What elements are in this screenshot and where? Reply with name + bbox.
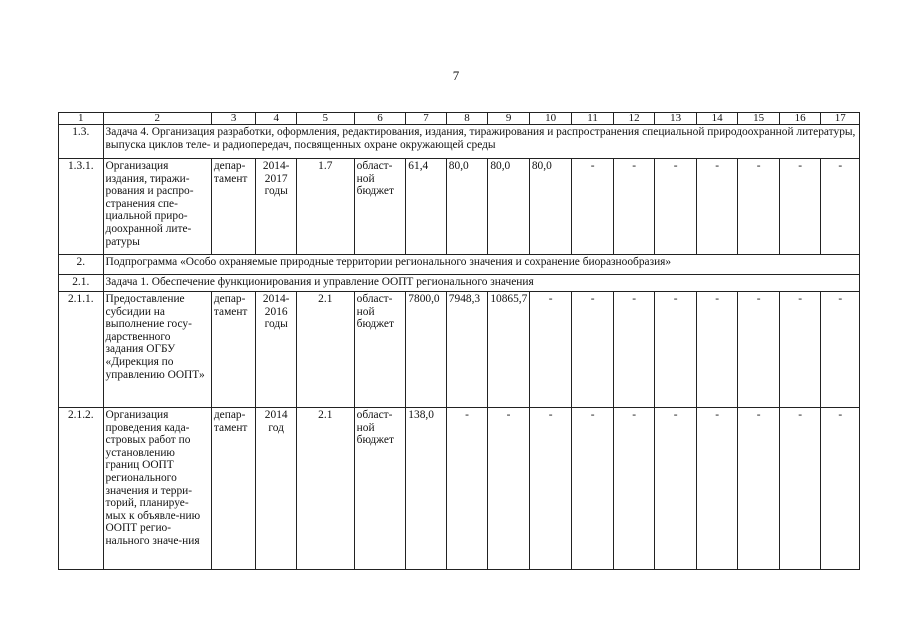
value-cell: - (779, 292, 821, 408)
value-cell: - (696, 159, 738, 255)
row-number: 2.1.2. (59, 408, 104, 570)
header-cell: 5 (296, 113, 354, 125)
value-cell: 7800,0 (406, 292, 447, 408)
task-heading: Задача 1. Обеспечение функционирования и управление ООПТ регионального значения (103, 275, 859, 292)
table-row (59, 408, 860, 570)
value-cell: - (655, 292, 697, 408)
activity-name: Предоставление субсидии на выполнение госу-дарственного задания ОГБУ «Дирекция по управлению ООПТ» (103, 292, 211, 408)
value-cell: - (821, 159, 860, 255)
funding-source: област-ной бюджет (354, 408, 406, 570)
table-row (59, 255, 860, 275)
funding-source: област-ной бюджет (354, 292, 406, 408)
table-row (59, 275, 860, 292)
value-cell: - (572, 159, 614, 255)
value-cell: - (738, 292, 780, 408)
value-cell: 7948,3 (446, 292, 488, 408)
target-indicator: 2.1 (296, 292, 354, 408)
period: 2014-2017 годы (256, 159, 297, 255)
header-cell: 13 (655, 113, 697, 125)
value-cell: 10865,7 (488, 292, 530, 408)
value-cell: 138,0 (406, 408, 447, 570)
row-number: 2.1. (59, 275, 104, 292)
value-cell: 80,0 (488, 159, 530, 255)
table-row (59, 292, 860, 408)
header-cell: 4 (256, 113, 297, 125)
executor: депар-тамент (211, 292, 256, 408)
value-cell: - (696, 408, 738, 570)
value-cell: - (696, 292, 738, 408)
value-cell: - (821, 292, 860, 408)
value-cell: - (613, 292, 655, 408)
header-cell: 10 (529, 113, 572, 125)
value-cell: - (613, 408, 655, 570)
value-cell: - (738, 408, 780, 570)
header-cell: 9 (488, 113, 530, 125)
value-cell: - (529, 408, 572, 570)
header-cell: 7 (406, 113, 447, 125)
value-cell: - (655, 159, 697, 255)
executor: депар-тамент (211, 159, 256, 255)
value-cell: - (488, 408, 530, 570)
activity-name: Организация проведения када-стровых работ по установлению границ ООПТ регионального значения и терри-торий, планируе-мых к объявле-нию ООПТ регио-нального значе-ния (103, 408, 211, 570)
header-cell: 6 (354, 113, 406, 125)
header-cell: 1 (59, 113, 104, 125)
header-cell: 14 (696, 113, 738, 125)
header-cell: 17 (821, 113, 860, 125)
program-table (58, 112, 860, 570)
value-cell: - (446, 408, 488, 570)
header-cell: 11 (572, 113, 614, 125)
table-row (59, 125, 860, 159)
header-cell: 3 (211, 113, 256, 125)
header-cell: 15 (738, 113, 780, 125)
value-cell: - (613, 159, 655, 255)
table-row (59, 159, 860, 255)
row-number: 1.3.1. (59, 159, 104, 255)
value-cell: - (779, 159, 821, 255)
page-number: 7 (452, 68, 460, 83)
value-cell: - (738, 159, 780, 255)
value-cell: - (572, 292, 614, 408)
row-number: 2. (59, 255, 104, 275)
row-number: 1.3. (59, 125, 104, 159)
period: 2014-2016 годы (256, 292, 297, 408)
header-cell: 16 (779, 113, 821, 125)
period: 2014 год (256, 408, 297, 570)
value-cell: - (655, 408, 697, 570)
header-cell: 2 (103, 113, 211, 125)
value-cell: - (529, 292, 572, 408)
subprogram-heading: Подпрограмма «Особо охраняемые природные территории регионального значения и сохранение биоразнообразия» (103, 255, 859, 275)
target-indicator: 2.1 (296, 408, 354, 570)
header-cell: 12 (613, 113, 655, 125)
funding-source: област-ной бюджет (354, 159, 406, 255)
value-cell: - (821, 408, 860, 570)
executor: депар-тамент (211, 408, 256, 570)
value-cell: - (572, 408, 614, 570)
value-cell: 61,4 (406, 159, 447, 255)
target-indicator: 1.7 (296, 159, 354, 255)
header-cell: 8 (446, 113, 488, 125)
header-row (59, 113, 860, 125)
task-heading: Задача 4. Организация разработки, оформления, редактирования, издания, тиражирования и распространения специальной природоохранной литературы, выпуска циклов теле- и радиопередач, посвященных охране окружающей среды (103, 125, 859, 159)
activity-name: Организация издания, тиражи-рования и распро-странения спе-циальной приро-доохранной лите-ратуры (103, 159, 211, 255)
value-cell: 80,0 (529, 159, 572, 255)
value-cell: - (779, 408, 821, 570)
value-cell: 80,0 (446, 159, 488, 255)
row-number: 2.1.1. (59, 292, 104, 408)
